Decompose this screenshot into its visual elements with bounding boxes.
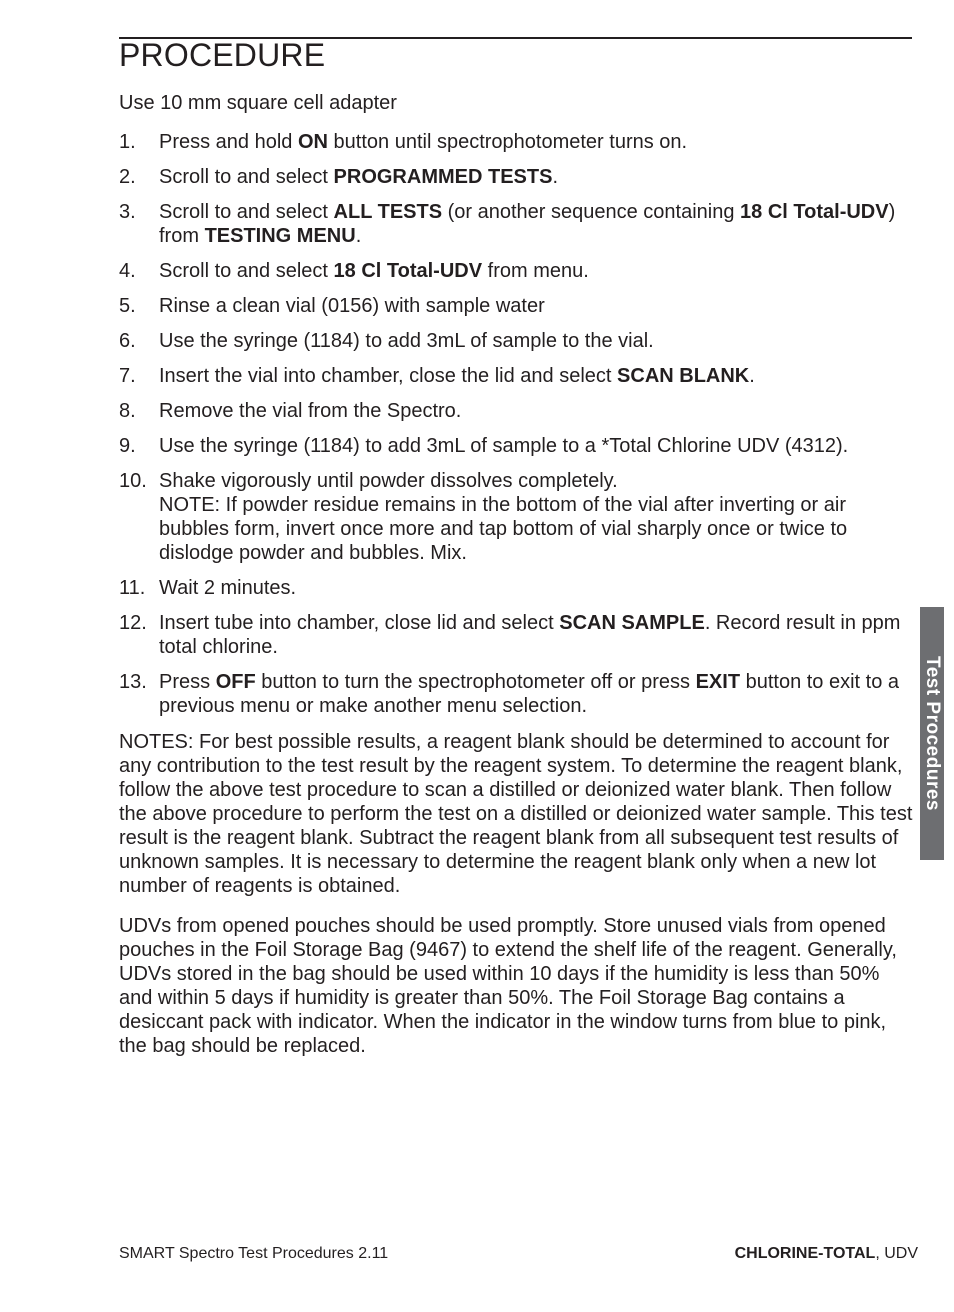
step-number: 9. [119,435,136,457]
step-text-run: Rinse a clean vial (0156) with sample water [159,295,545,317]
step-text [159,329,914,353]
step-keyword: SCAN BLANK [617,365,750,387]
step-number: 1. [119,131,136,153]
step-text-run: . Record result in ppm total chlorine. [159,612,901,658]
step-item [119,576,914,600]
step-text-run: Use the syringe (1184) to add 3mL of sample to a *Total Chlorine UDV (4312). [159,435,849,457]
step-text-run: (or another sequence containing [442,201,741,223]
step-text-run: Scroll to and select [159,260,334,282]
step-text-run: . [749,365,755,387]
step-item [119,434,914,458]
step-keyword: ON [297,131,328,153]
step-text [159,576,914,600]
step-text-run: Scroll to and select [159,201,334,223]
intro-text: Use 10 mm square cell adapter [119,92,397,114]
step-number: 8. [119,400,136,422]
step-text [159,294,914,318]
step-number: 13. [119,671,147,693]
step-keyword: ALL TESTS [333,201,443,223]
step-number: 5. [119,295,136,317]
step-keyword: EXIT [695,671,741,693]
step-text [159,130,914,154]
step-item [119,469,914,565]
step-text-run: button to turn the spectrophotometer off or press [255,671,696,693]
step-keyword: 18 Cl Total-UDV [333,260,483,282]
step-text-run: Wait 2 minutes. [159,577,297,599]
footer-doc-title: SMART Spectro Test Procedures 2.11 [119,1245,389,1262]
step-number: 7. [119,365,136,387]
step-text-run: Insert tube into chamber, close lid and select [159,612,560,634]
step-text-run: ) from [159,201,896,247]
step-keyword: SCAN SAMPLE [559,612,705,634]
step-item [119,611,914,659]
procedure-steps [119,130,914,1058]
step-item [119,165,914,189]
step-number: 4. [119,260,136,282]
footer-section-rest: , UDV [875,1245,918,1262]
step-item [119,364,914,388]
step-text [159,259,914,283]
step-item [119,259,914,283]
step-text-run: . [552,166,558,188]
step-text [159,165,914,189]
footer-section-bold: CHLORINE-TOTAL [734,1245,876,1262]
step-text [159,434,914,458]
step-keyword: PROGRAMMED TESTS [333,166,553,188]
step-text-run: Press and hold [159,131,298,153]
step-text-run: button to exit to a previous menu or make another menu selection. [159,671,900,717]
page-title: PROCEDURE [119,37,326,73]
step-keyword: 18 Cl Total-UDV [740,201,889,223]
step-number: 6. [119,330,136,352]
step-item [119,670,914,718]
notes-paragraph: NOTES: For best possible results, a reagent blank should be determined to account for any contribution to the test result by the reagent system. To determine the reagent blank, follow the above test procedure to scan a distilled or deionized water blank. Then follow the above procedure to perform the test on a distilled or deionized water sample. This test result is the reagent blank. Subtract the reagent blank from all subsequent test results of unknown samples. It is necessary to determine the reagent blank only when a new lot number of reagents is obtained. [119,731,913,897]
step-number: 2. [119,166,136,188]
step-text [159,364,914,388]
step-item [119,329,914,353]
step-number: 11. [119,577,146,599]
side-tab[interactable] [920,607,944,860]
step-number: 10. [119,470,147,492]
step-item [119,399,914,423]
step-text-run: Insert the vial into chamber, close the lid and select [159,365,618,387]
step-text-run: Shake vigorously until powder dissolves completely. [159,470,618,492]
step-keyword: OFF [215,671,256,693]
step-text [159,399,914,423]
step-item [119,130,914,154]
step-number: 3. [119,201,136,223]
footer-section [735,1245,918,1263]
step-item [119,200,914,248]
step-text [159,670,914,718]
step-text-run: . [355,225,362,247]
step-list [119,130,914,718]
step-number: 12. [119,612,147,634]
step-text-run: Remove the vial from the Spectro. [159,400,462,422]
step-text-run: Use the syringe (1184) to add 3mL of sample to the vial. [159,330,654,352]
step-item [119,294,914,318]
step-text-run: button until spectrophotometer turns on. [327,131,688,153]
side-tab-label: Test Procedures [922,656,943,811]
step-text [159,469,914,565]
step-text [159,611,914,659]
step-text [159,200,914,248]
udv-storage-paragraph: UDVs from opened pouches should be used promptly. Store unused vials from opened pouches in the Foil Storage Bag (9467) to extend the shelf life of the reagent. Generally, UDVs stored in the bag should be used within 10 days if the humidity is less than 50% and within 5 days if humidity is greater than 50%. The Foil Storage Bag contains a desiccant pack with indicator. When the indicator in the window turns from blue to pink, the bag should be replaced. [119,915,897,1057]
step-text-run: from menu. [482,260,589,282]
step-keyword: TESTING MENU [204,225,356,247]
step-text-run: Press [159,671,216,693]
step-text-run: NOTE: If powder residue remains in the bottom of the vial after inverting or air bubbles form, invert once more and tap bottom of vial sharply once or twice to dislodge powder and bubbles. Mix. [159,494,848,564]
step-text-run: Scroll to and select [159,166,334,188]
